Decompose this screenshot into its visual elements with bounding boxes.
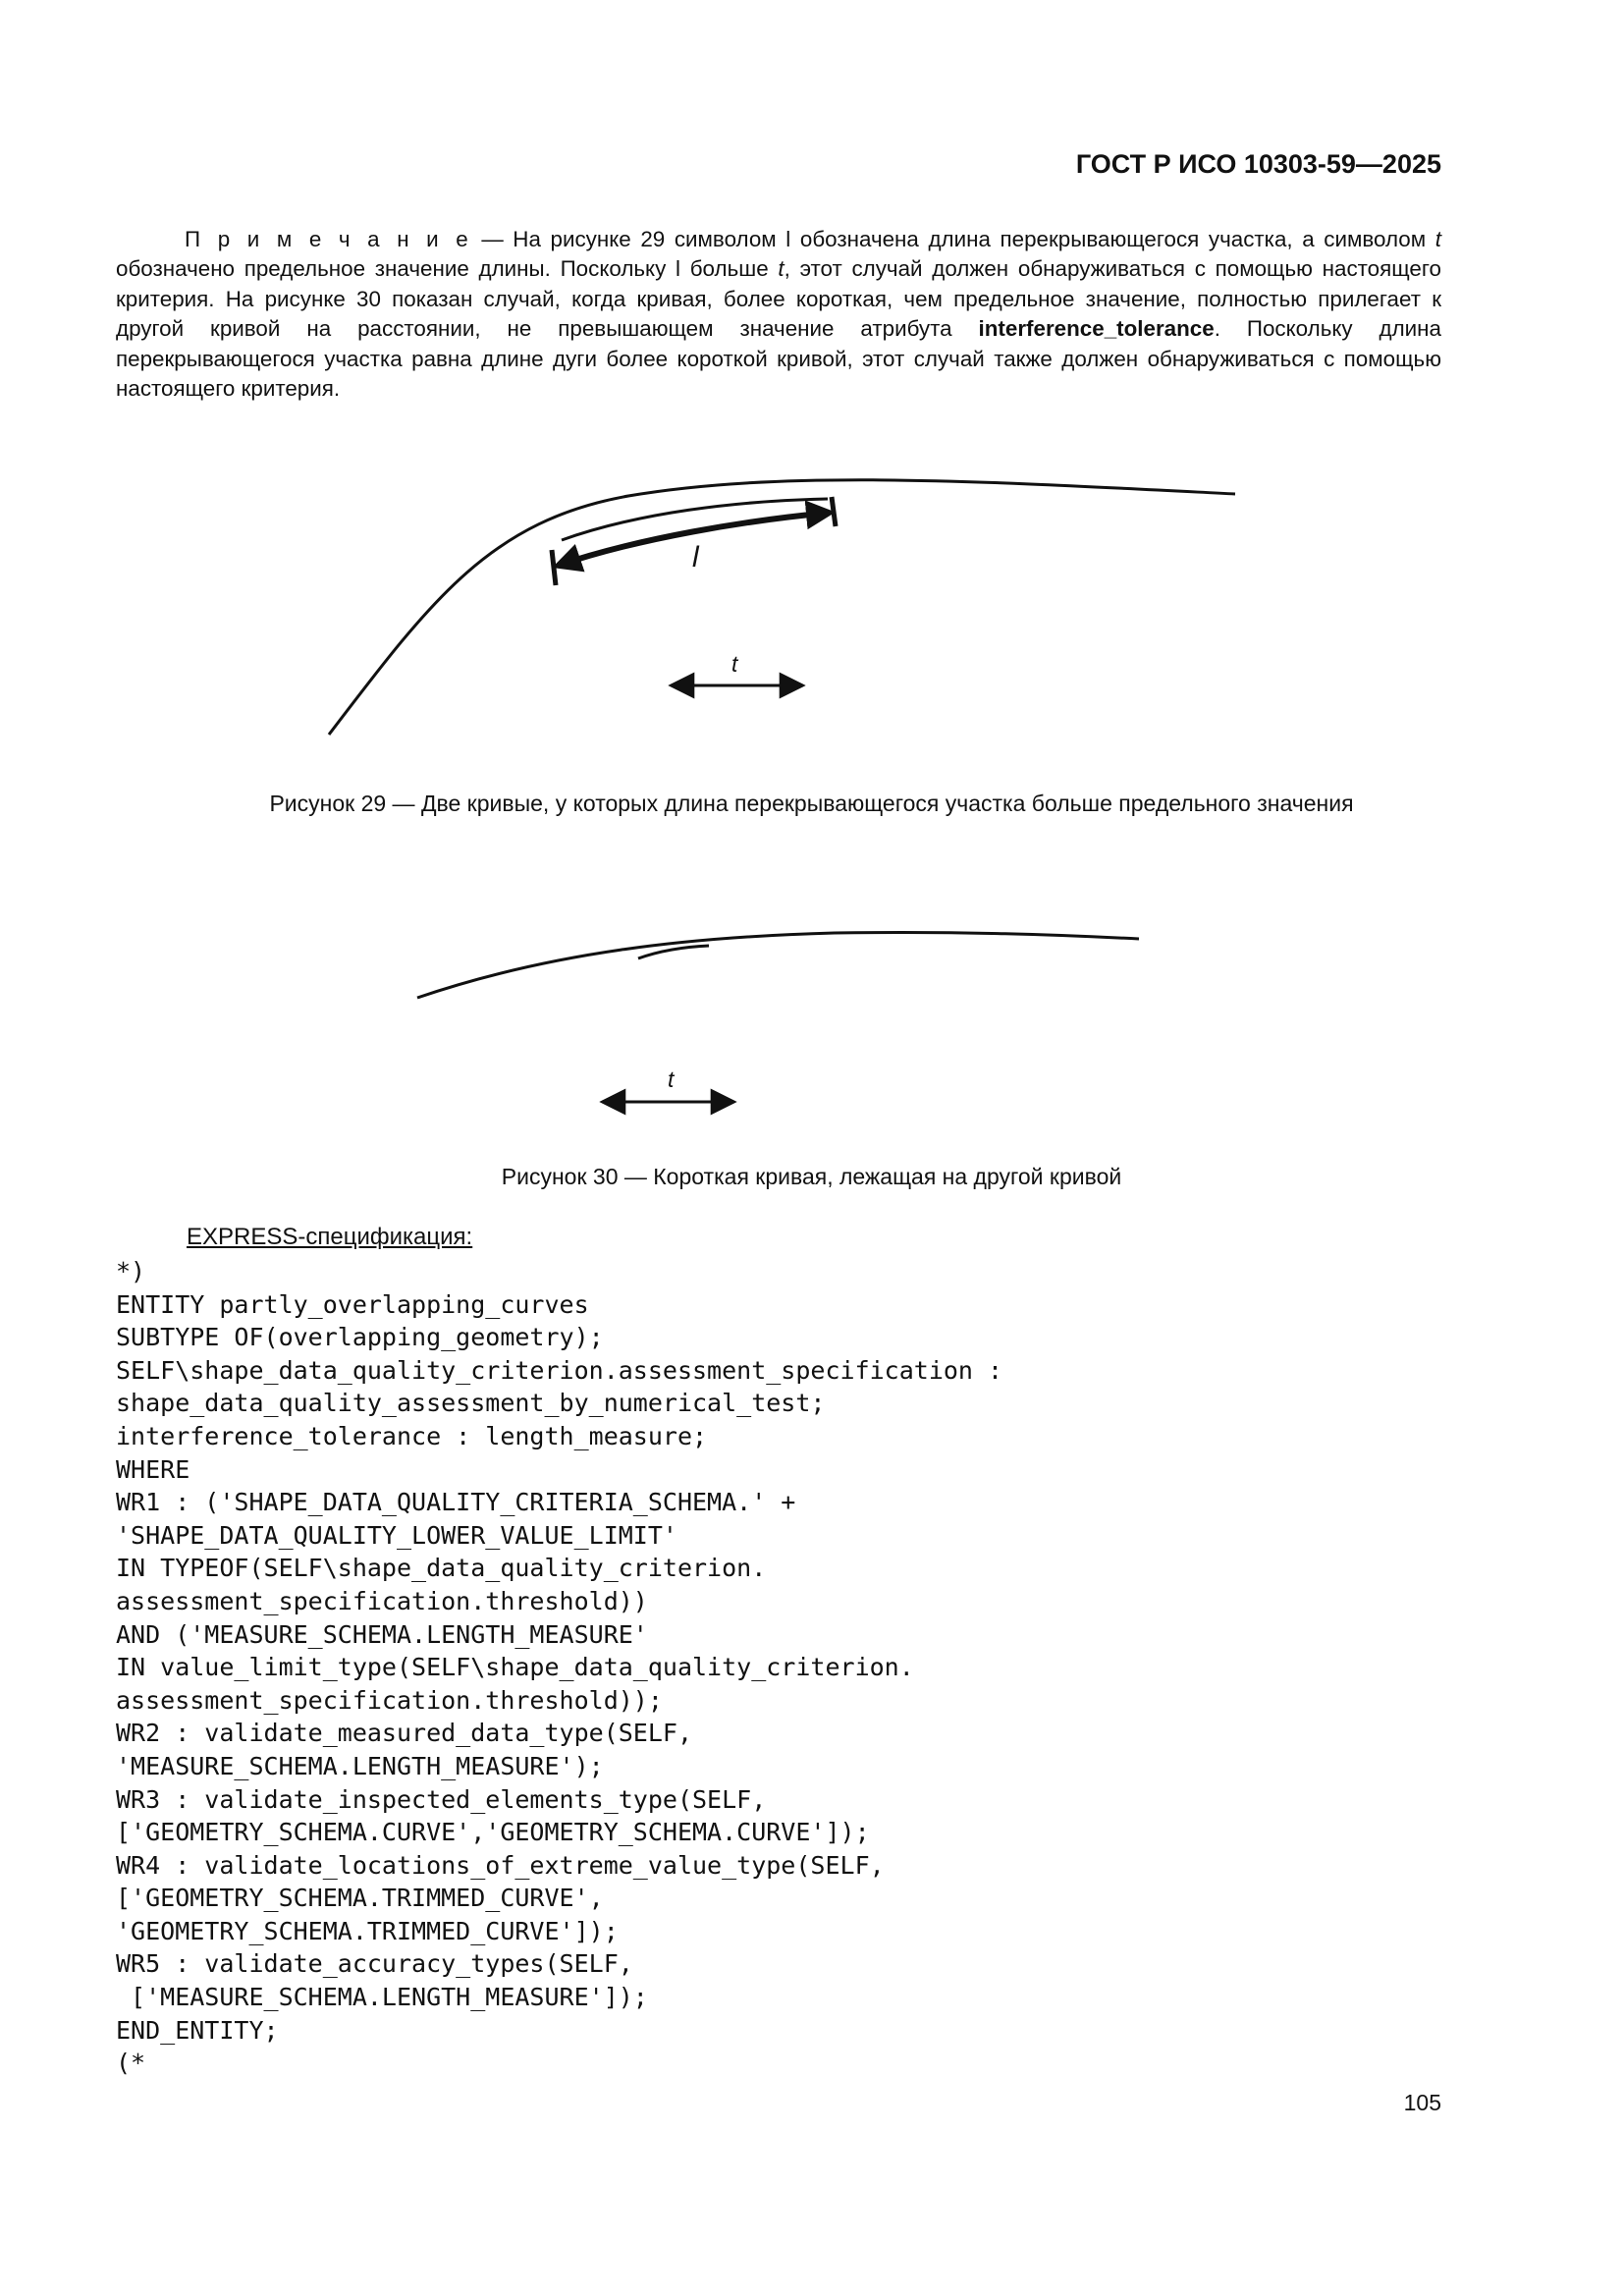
- code-line: 'MEASURE_SCHEMA.LENGTH_MEASURE');: [116, 1751, 604, 1780]
- note-symbol-t-1: t: [1434, 227, 1441, 251]
- express-code-block: [116, 1255, 1490, 2080]
- code-line: 'GEOMETRY_SCHEMA.TRIMMED_CURVE']);: [116, 1916, 619, 1945]
- figure-29-drawing: [0, 462, 1623, 776]
- code-line: *): [116, 1257, 146, 1285]
- code-line: SUBTYPE OF(overlapping_geometry);: [116, 1323, 604, 1352]
- note-text-4: . Поскольку длина перекрывающегося участка равна длине дуги более короткой кривой, этот случай также должен обнаруживаться с помощью настоящего критерия.: [116, 316, 1441, 402]
- code-line: (*: [116, 2049, 146, 2078]
- code-line: ENTITY partly_overlapping_curves: [116, 1289, 589, 1319]
- label-t: t: [668, 1066, 675, 1092]
- note-text-2: обозначено предельное значение длины. Поскольку l больше: [116, 256, 779, 282]
- code-line: SELF\shape_data_quality_criterion.assessment_specification :: [116, 1355, 1003, 1385]
- code-line: IN TYPEOF(SELF\shape_data_quality_criterion.: [116, 1554, 767, 1583]
- code-line: ['GEOMETRY_SCHEMA.CURVE','GEOMETRY_SCHEMA.CURVE']);: [116, 1818, 870, 1847]
- overlap-end-tick-right: [832, 497, 836, 526]
- figure-30-caption: Рисунок 30 — Короткая кривая, лежащая на другой кривой: [501, 1164, 1122, 1189]
- note-attribute-name: interference_tolerance: [978, 316, 1215, 342]
- code-line: ['GEOMETRY_SCHEMA.TRIMMED_CURVE',: [116, 1884, 604, 1913]
- code-line: WR4 : validate_locations_of_extreme_value_type(SELF,: [116, 1850, 885, 1880]
- code-line: assessment_specification.threshold));: [116, 1685, 663, 1715]
- code-line: WR5 : validate_accuracy_types(SELF,: [116, 1949, 633, 1979]
- document-number: ГОСТ Р ИСО 10303-59—2025: [1075, 149, 1441, 179]
- code-line: WR1 : ('SHAPE_DATA_QUALITY_CRITERIA_SCHEMA.' +: [116, 1488, 796, 1517]
- note-text-3: , этот случай должен обнаруживаться с помощью настоящего критерия. На рисунке 30 показан случай, когда кривая, более короткая, чем предельное значение, полностью прилегает к другой кривой на расстоянии, не превышающем значение атрибута: [116, 256, 1441, 342]
- code-line: interference_tolerance : length_measure;: [116, 1421, 708, 1450]
- short-curve: [638, 946, 709, 958]
- code-line: WR3 : validate_inspected_elements_type(SELF,: [116, 1784, 767, 1814]
- express-spec-title: EXPRESS-спецификация:: [187, 1224, 473, 1250]
- note-text-1: — На рисунке 29 символом l обозначена длина перекрывающегося участка, а символом: [471, 227, 1435, 251]
- code-line: 'SHAPE_DATA_QUALITY_LOWER_VALUE_LIMIT': [116, 1520, 677, 1550]
- note-lead-word: П р и м е ч а н и е: [185, 227, 472, 251]
- note-paragraph: [116, 225, 1441, 404]
- page-number: 105: [1403, 2090, 1441, 2115]
- label-t: t: [731, 651, 738, 677]
- code-line: END_ENTITY;: [116, 2015, 279, 2045]
- label-l: l: [692, 541, 699, 574]
- code-line: AND ('MEASURE_SCHEMA.LENGTH_MEASURE': [116, 1619, 648, 1649]
- code-line: ['MEASURE_SCHEMA.LENGTH_MEASURE']);: [116, 1983, 648, 2012]
- long-curve: [417, 932, 1139, 998]
- code-line: WHERE: [116, 1454, 190, 1484]
- overlap-end-tick-left: [552, 550, 556, 585]
- code-line: IN value_limit_type(SELF\shape_data_quality_criterion.: [116, 1653, 914, 1682]
- code-line: assessment_specification.threshold)): [116, 1586, 648, 1615]
- figure-30-drawing: [0, 884, 1623, 1120]
- figure-29-caption: Рисунок 29 — Две кривые, у которых длина перекрывающегося участка больше предельного значения: [269, 791, 1354, 816]
- code-line: WR2 : validate_measured_data_type(SELF,: [116, 1719, 692, 1748]
- note-symbol-t-2: t: [778, 256, 784, 282]
- code-line: shape_data_quality_assessment_by_numerical_test;: [116, 1389, 826, 1418]
